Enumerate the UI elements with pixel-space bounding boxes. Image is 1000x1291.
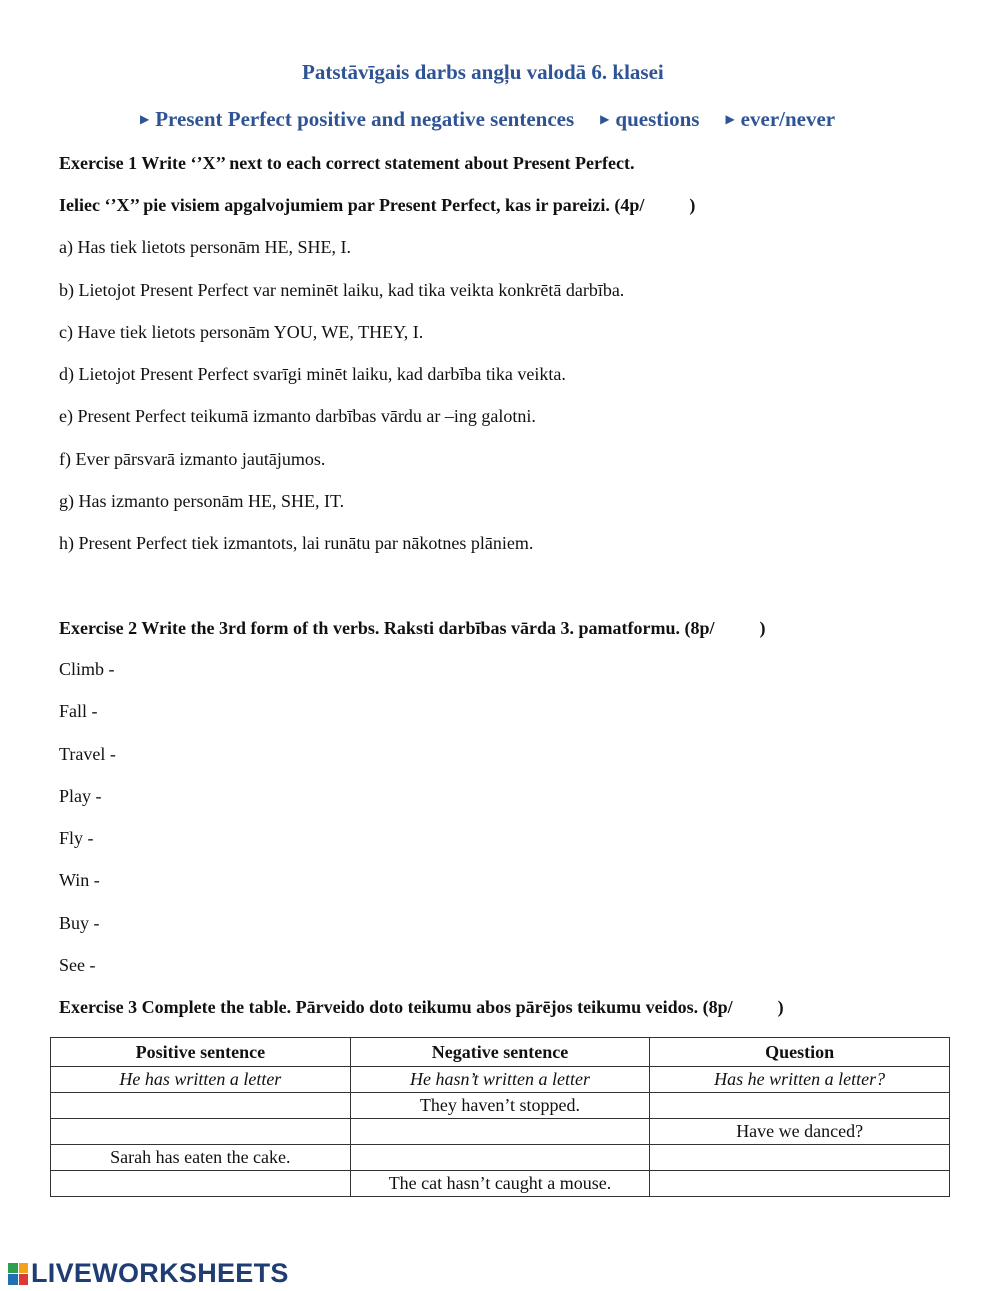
table-row xyxy=(51,1145,950,1171)
topic-questions: questions xyxy=(615,107,700,131)
answer-cell[interactable] xyxy=(350,1119,650,1145)
column-header-negative: Negative sentence xyxy=(350,1038,650,1067)
statement-g[interactable]: g) Has izmanto personām HE, SHE, IT. xyxy=(59,491,345,511)
statement-c[interactable]: c) Have tiek lietots personām YOU, WE, THEY, I. xyxy=(59,322,424,342)
table-row-example xyxy=(51,1067,950,1093)
liveworksheets-logo-icon xyxy=(8,1263,28,1285)
answer-cell[interactable] xyxy=(51,1093,351,1119)
table-row xyxy=(51,1171,950,1197)
liveworksheets-logo[interactable] xyxy=(8,1258,289,1289)
verb-play[interactable]: Play - xyxy=(59,786,102,806)
verb-buy[interactable]: Buy - xyxy=(59,913,100,933)
triangle-right-icon: ▶ xyxy=(600,112,610,126)
verb-see[interactable]: See - xyxy=(59,955,96,975)
example-question: Has he written a letter? xyxy=(650,1067,950,1093)
statement-d[interactable]: d) Lietojot Present Perfect svarīgi minēt laiku, kad darbība tika veikta. xyxy=(59,364,566,384)
given-cell: Have we danced? xyxy=(650,1119,950,1145)
table-row xyxy=(51,1093,950,1119)
verb-win[interactable]: Win - xyxy=(59,870,100,890)
exercise2-heading: Exercise 2 Write the 3rd form of th verbs. Raksti darbības vārda 3. pamatformu. (8p/ ) xyxy=(59,618,766,638)
example-positive: He has written a letter xyxy=(51,1067,351,1093)
logo-text: LIVEWORKSHEETS xyxy=(31,1258,289,1288)
given-cell: The cat hasn’t caught a mouse. xyxy=(350,1171,650,1197)
statement-b[interactable]: b) Lietojot Present Perfect var neminēt laiku, kad tika veikta konkrētā darbība. xyxy=(59,280,625,300)
answer-cell[interactable] xyxy=(650,1093,950,1119)
verb-fall[interactable]: Fall - xyxy=(59,701,98,721)
triangle-right-icon: ▶ xyxy=(140,112,150,126)
answer-cell[interactable] xyxy=(51,1119,351,1145)
answer-cell[interactable] xyxy=(650,1145,950,1171)
topic-present-perfect: Present Perfect positive and negative sentences xyxy=(155,107,575,131)
page-title: Patstāvīgais darbs angļu valodā 6. klasei xyxy=(302,60,664,84)
exercise3-heading: Exercise 3 Complete the table. Pārveido doto teikumu abos pārējos teikumu veidos. (8p/ ) xyxy=(59,997,784,1017)
given-cell: Sarah has eaten the cake. xyxy=(51,1145,351,1171)
statement-a[interactable]: a) Has tiek lietots personām HE, SHE, I. xyxy=(59,237,351,257)
verb-travel[interactable]: Travel - xyxy=(59,744,116,764)
table-header-row xyxy=(51,1038,950,1067)
answer-cell[interactable] xyxy=(650,1171,950,1197)
example-negative: He hasn’t written a letter xyxy=(350,1067,650,1093)
table-row xyxy=(51,1119,950,1145)
answer-cell[interactable] xyxy=(51,1171,351,1197)
verb-fly[interactable]: Fly - xyxy=(59,828,94,848)
column-header-positive: Positive sentence xyxy=(51,1038,351,1067)
triangle-right-icon: ▶ xyxy=(725,112,735,126)
sentence-table xyxy=(50,1037,950,1197)
exercise1-heading-en: Exercise 1 Write ‘’X’’ next to each correct statement about Present Perfect. xyxy=(59,153,635,173)
answer-cell[interactable] xyxy=(350,1145,650,1171)
column-header-question: Question xyxy=(650,1038,950,1067)
topic-ever-never: ever/never xyxy=(740,107,836,131)
verb-climb[interactable]: Climb - xyxy=(59,659,115,679)
topics-line xyxy=(140,107,835,132)
exercise1-heading-lv: Ieliec ‘’X’’ pie visiem apgalvojumiem par Present Perfect, kas ir pareizi. (4p/ ) xyxy=(59,195,696,215)
given-cell: They haven’t stopped. xyxy=(350,1093,650,1119)
statement-e[interactable]: e) Present Perfect teikumā izmanto darbības vārdu ar –ing galotni. xyxy=(59,406,536,426)
statement-f[interactable]: f) Ever pārsvarā izmanto jautājumos. xyxy=(59,449,326,469)
statement-h[interactable]: h) Present Perfect tiek izmantots, lai runātu par nākotnes plāniem. xyxy=(59,533,534,553)
